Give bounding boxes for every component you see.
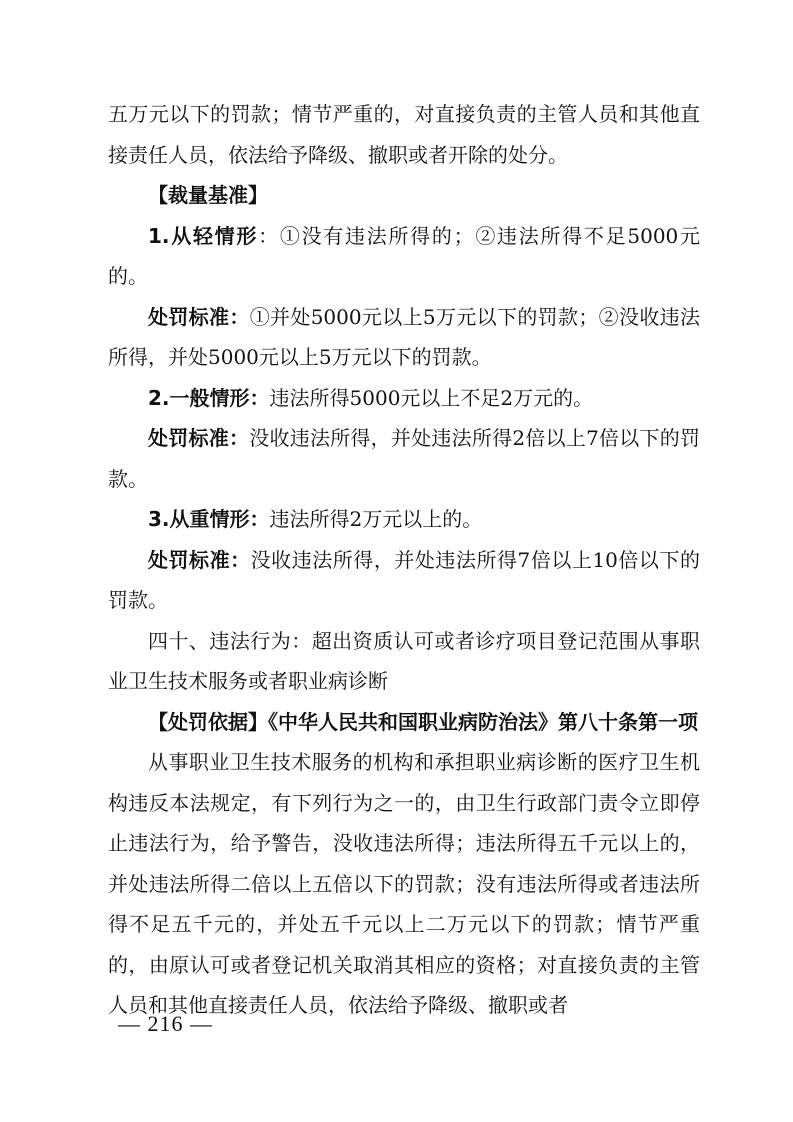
label-severe-case: 3.从重情形： [148,507,270,531]
paragraph-general-penalty [108,418,700,499]
text-general-case: 违法所得5000元以上不足2万元的。 [269,385,594,410]
paragraph-continuation: 五万元以下的罚款；情节严重的，对直接负责的主管人员和其他直接责任人员，依法给予降级、撤职或者开除的处分。 [108,102,700,167]
text-mild-penalty: ①并处5000元以上5万元以下的罚款；②没收违法所得，并处5000元以上5万元以下的罚款。 [108,304,701,369]
paragraph-general-case [108,378,700,419]
paragraph-violation-40: 四十、违法行为：超出资质认可或者诊疗项目登记范围从事职业卫生技术服务或者职业病诊断 [108,628,700,693]
section-heading-penalty-basis: 【处罚依据】《中华人民共和国职业病防治法》第八十条第一项 [148,709,698,734]
text-mild-case: ：①没有违法所得的；②违法所得不足5000元的。 [108,223,700,288]
label-penalty-standard: 处罚标准： [148,304,250,329]
paragraph-severe-case [108,499,700,540]
text-severe-penalty: 没收违法所得，并处违法所得7倍以上10倍以下的罚款。 [108,547,700,612]
paragraph-mild-penalty [108,297,700,378]
label-penalty-standard: 处罚标准： [148,547,251,572]
label-mild-case: 1.从轻情形 [148,223,259,248]
document-body [108,94,700,1026]
text-severe-case: 违法所得2万元以上的。 [269,507,483,531]
section-heading-discretion: 【裁量基准】 [148,183,268,207]
label-penalty-standard: 处罚标准： [148,426,250,450]
text-general-penalty: 没收违法所得，并处违法所得2倍以上7倍以下的罚款。 [108,426,701,491]
paragraph-mild-case [108,216,700,297]
label-general-case: 2.一般情形： [148,385,270,410]
paragraph-law-text: 从事职业卫生技术服务的机构和承担职业病诊断的医疗卫生机构违反本法规定，有下列行为之一的，由卫生行政部门责令立即停止违法行为，给予警告，没收违法所得；违法所得五千元以上的，并处违法所得二倍以上五倍以下的罚款；没有违法所得或者违法所得不足五千元的，并处五千元以上二万元以下的罚款；情节严重的，由原认可或者登记机关取消其相应的资格；对直接负责的主管人员和其他直接责任人员，依法给予降级、撤职或者 [108,750,700,1017]
page-number: — 216 — [118,1011,213,1036]
paragraph-severe-penalty [108,540,700,621]
